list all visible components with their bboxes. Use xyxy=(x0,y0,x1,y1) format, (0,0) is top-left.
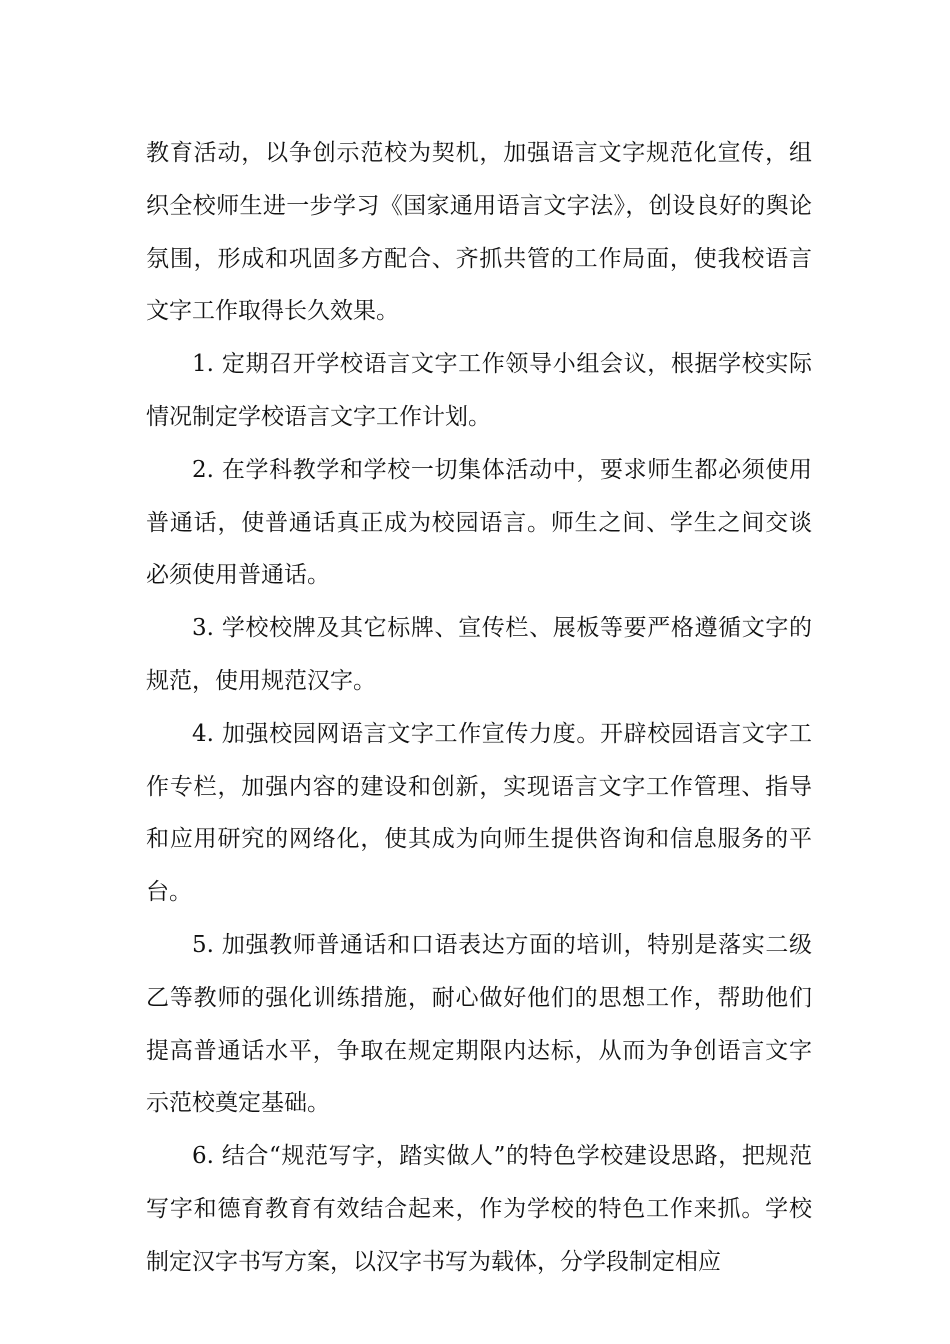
paragraph-item-1: 1. 定期召开学校语言文字工作领导小组会议，根据学校实际情况制定学校语言文字工作计划。 xyxy=(146,351,812,430)
paragraph-item-3: 3. 学校校牌及其它标牌、宣传栏、展板等要严格遵循文字的规范，使用规范汉字。 xyxy=(146,615,812,694)
paragraph-item-6: 6. 结合“规范写字，踏实做人”的特色学校建设思路，把规范写字和德育教育有效结合起来，作为学校的特色工作来抓。学校制定汉字书写方案，以汉字书写为载体，分学段制定相应 xyxy=(146,1143,812,1275)
paragraph-item-4: 4. 加强校园网语言文字工作宣传力度。开辟校园语言文字工作专栏，加强内容的建设和创新，实现语言文字工作管理、指导和应用研究的网络化，使其成为向师生提供咨询和信息服务的平台。 xyxy=(146,720,812,906)
paragraph-item-2: 2. 在学科教学和学校一切集体活动中，要求师生都必须使用普通话，使普通话真正成为校园语言。师生之间、学生之间交谈必须使用普通话。 xyxy=(146,456,812,589)
paragraph-item-5: 5. 加强教师普通话和口语表达方面的培训，特别是落实二级乙等教师的强化训练措施，耐心做好他们的思想工作，帮助他们提高普通话水平，争取在规定期限内达标，从而为争创语言文字示范校奠定基础。 xyxy=(146,931,812,1117)
paragraph-intro: 教育活动，以争创示范校为契机，加强语言文字规范化宣传，组织全校师生进一步学习《国家通用语言文字法》，创设良好的舆论氛围，形成和巩固多方配合、齐抓共管的工作局面，使我校语言文字工作取得长久效果。 xyxy=(146,140,812,325)
document-body xyxy=(146,127,812,1289)
